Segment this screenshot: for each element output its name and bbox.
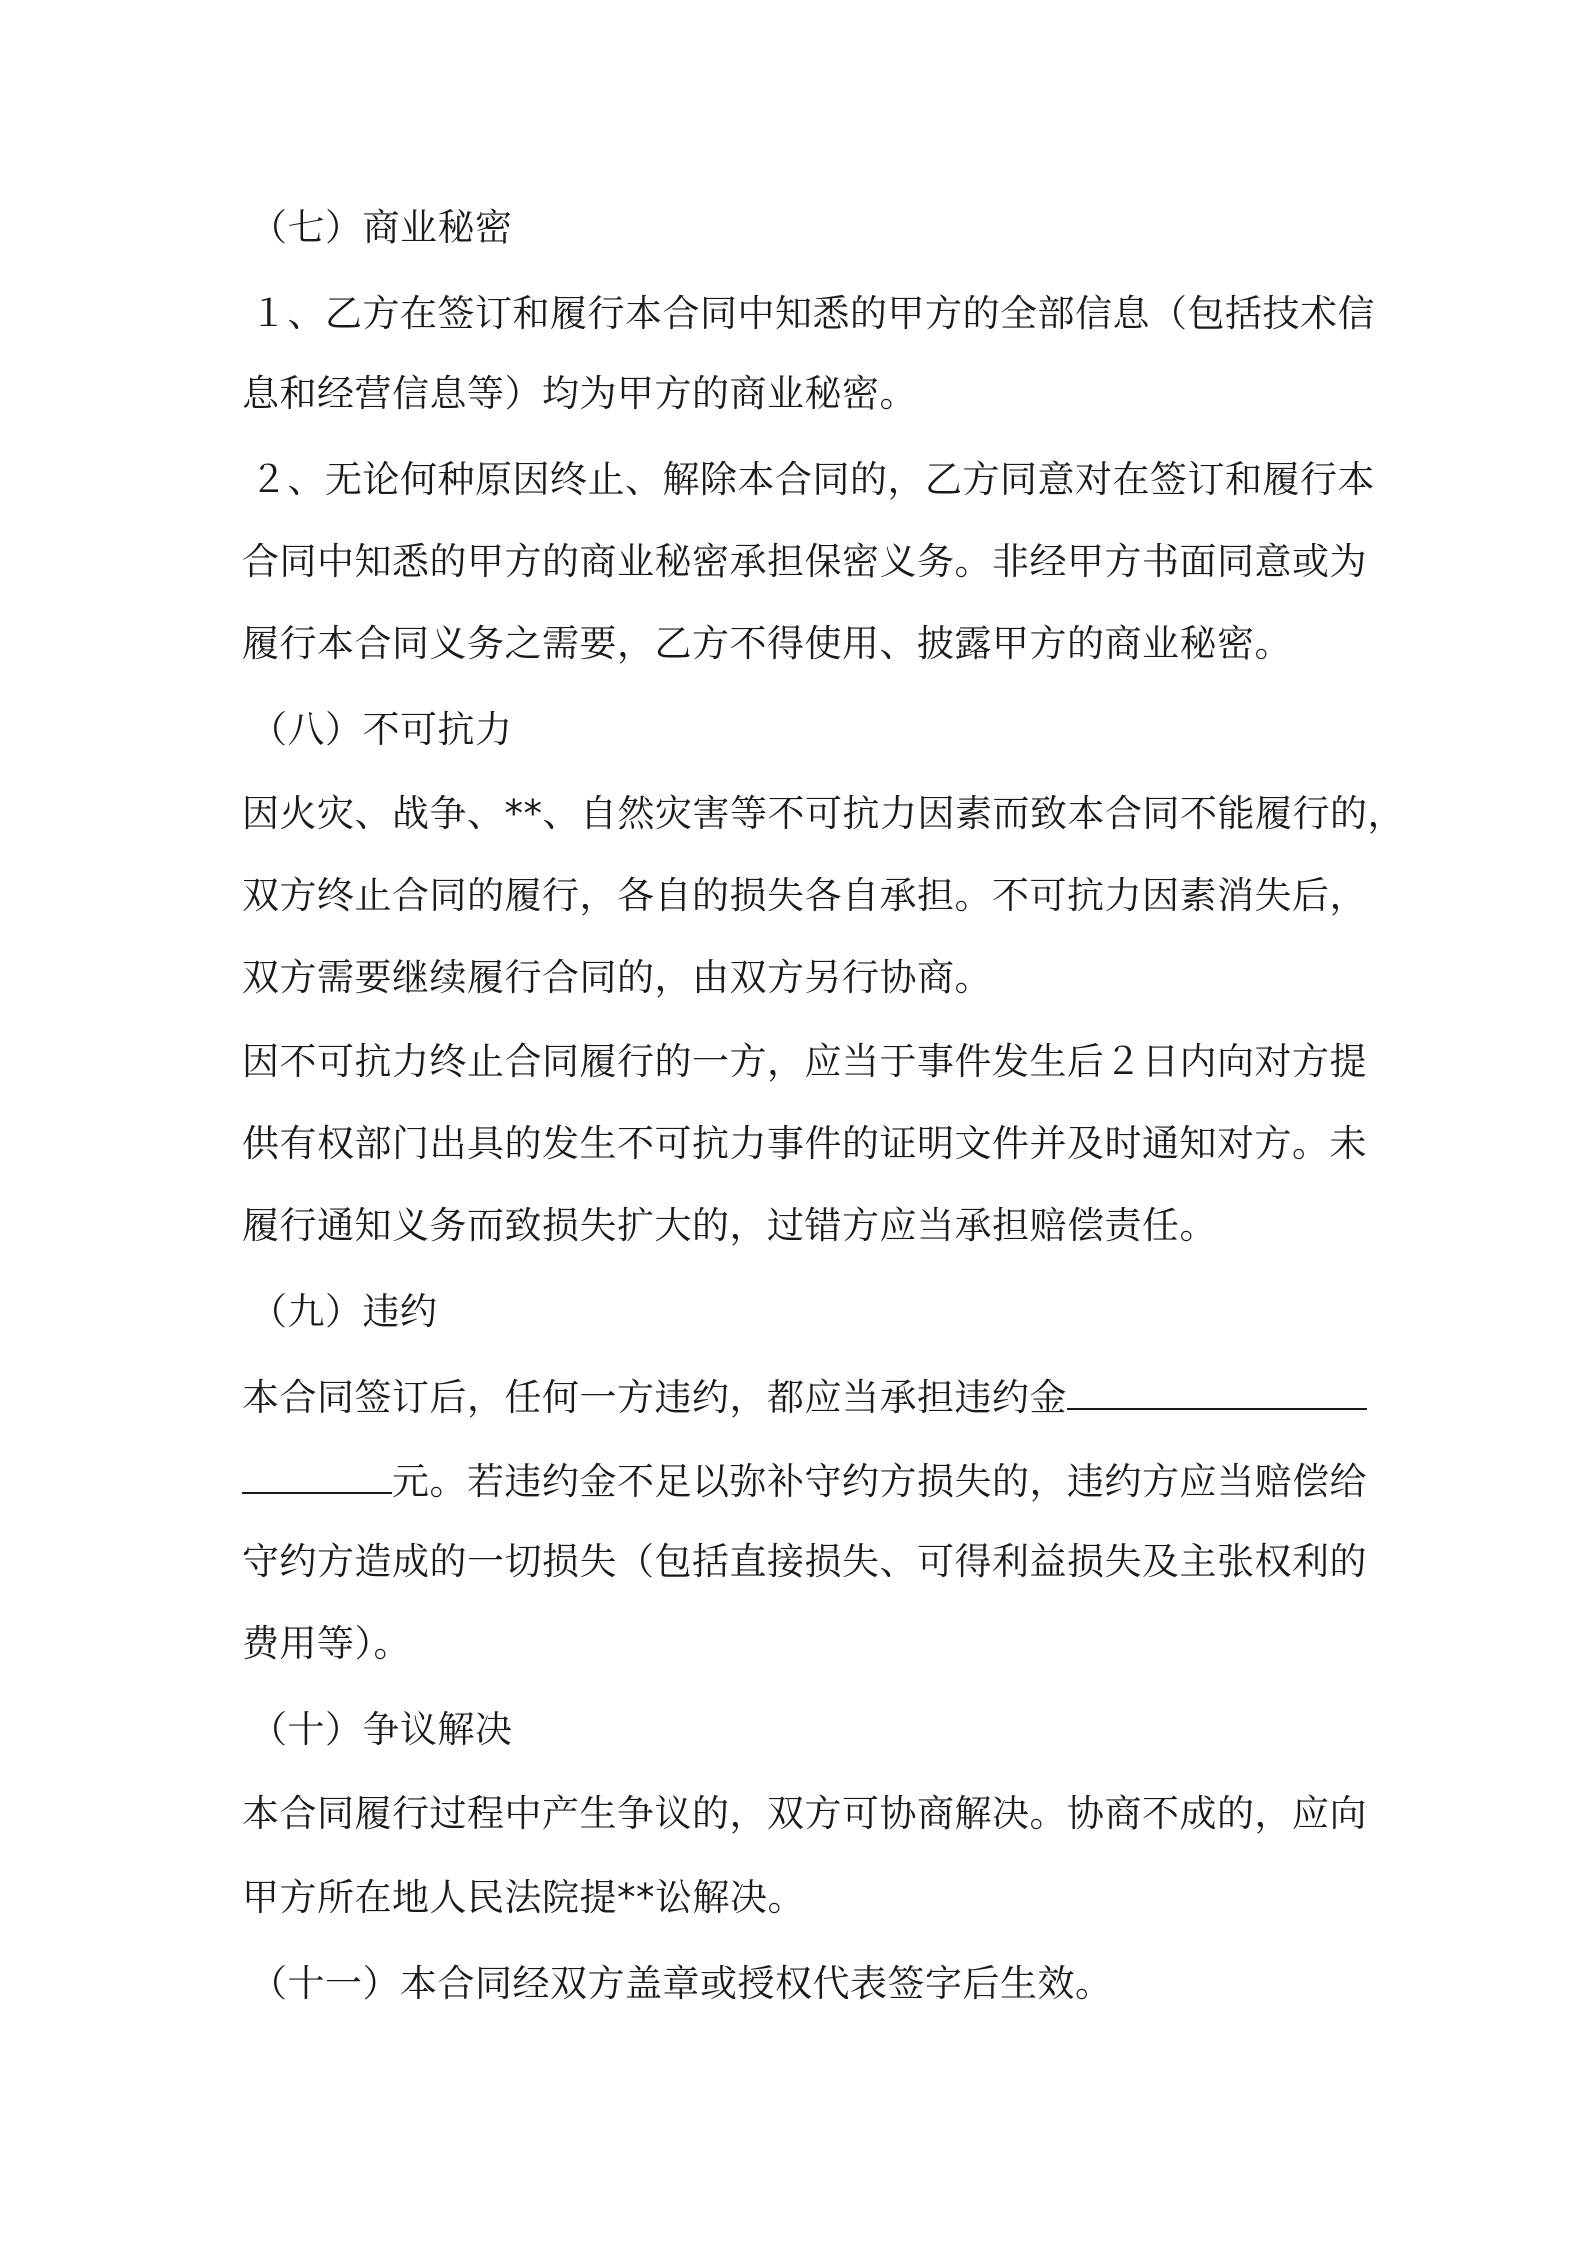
paragraph-line: 甲方所在地人民法院提**讼解决。 <box>242 1876 805 1919</box>
paragraph-line: 供有权部门出具的发生不可抗力事件的证明文件并及时通知对方。未 <box>242 1122 1367 1165</box>
paragraph-line: 本合同履行过程中产生争议的，双方可协商解决。协商不成的，应向 <box>242 1792 1367 1835</box>
section-heading-effectiveness: （十一）本合同经双方盖章或授权代表签字后生效。 <box>250 1962 1113 2005</box>
section-heading-breach: （九）违约 <box>250 1290 438 1333</box>
section-heading-force-majeure: （八）不可抗力 <box>250 708 513 751</box>
paragraph-line: 双方终止合同的履行，各自的损失各自承担。不可抗力因素消失后， <box>242 874 1367 917</box>
fill-in-blank[interactable] <box>1067 1372 1367 1410</box>
paragraph-text: 元。若违约金不足以弥补守约方损失的，违约方应当赔偿给 <box>392 1460 1367 1503</box>
paragraph-line-with-blank <box>242 1456 1367 1504</box>
fill-in-blank[interactable] <box>242 1456 392 1494</box>
paragraph-line: 因不可抗力终止合同履行的一方，应当于事件发生后２日内向对方提 <box>242 1040 1367 1083</box>
paragraph-line: 履行本合同义务之需要，乙方不得使用、披露甲方的商业秘密。 <box>242 622 1292 665</box>
paragraph-line: 费用等）。 <box>242 1622 411 1665</box>
paragraph-line: 守约方造成的一切损失（包括直接损失、可得利益损失及主张权利的 <box>242 1540 1367 1583</box>
paragraph-line: 双方需要继续履行合同的，由双方另行协商。 <box>242 956 992 999</box>
paragraph-line: 履行通知义务而致损失扩大的，过错方应当承担赔偿责任。 <box>242 1204 1217 1247</box>
paragraph-line: ２、无论何种原因终止、解除本合同的，乙方同意对在签订和履行本 <box>250 458 1375 501</box>
paragraph-text: 本合同签订后，任何一方违约，都应当承担违约金 <box>242 1376 1067 1419</box>
paragraph-line-with-blank <box>242 1372 1362 1420</box>
paragraph-line: 息和经营信息等）均为甲方的商业秘密。 <box>242 372 917 415</box>
paragraph-line: 因火灾、战争、**、自然灾害等不可抗力因素而致本合同不能履行的， <box>242 792 1405 835</box>
section-heading-dispute: （十）争议解决 <box>250 1708 513 1751</box>
section-heading-trade-secrets: （七）商业秘密 <box>250 206 513 249</box>
paragraph-line: １、乙方在签订和履行本合同中知悉的甲方的全部信息（包括技术信 <box>250 292 1375 335</box>
paragraph-line: 合同中知悉的甲方的商业秘密承担保密义务。非经甲方书面同意或为 <box>242 540 1367 583</box>
